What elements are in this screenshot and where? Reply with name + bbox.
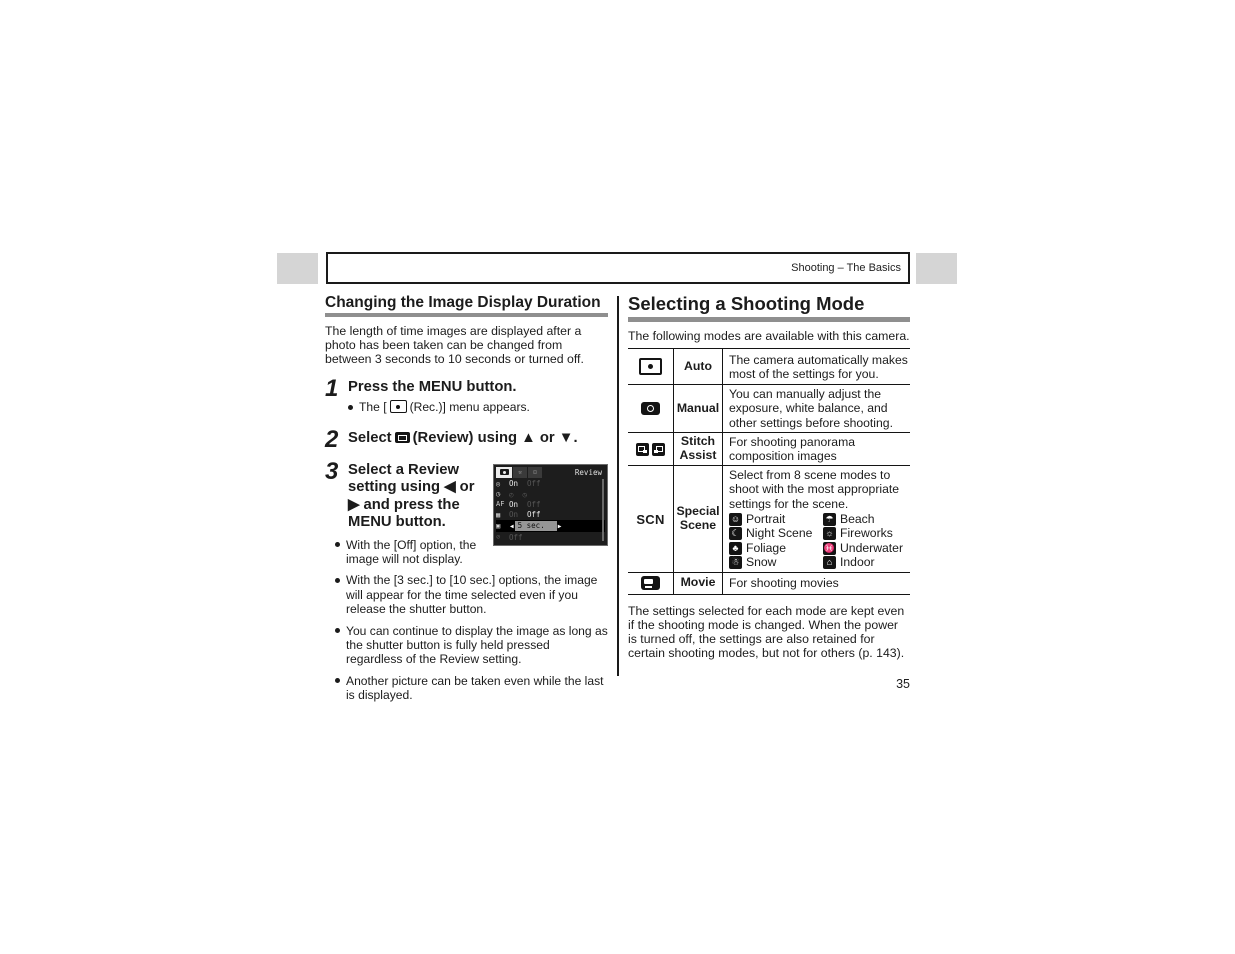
column-divider [617,296,619,676]
self-timer-icon: ◷ [496,490,501,499]
mode-name: Stitch Assist [673,433,723,465]
scn-label: SCN [636,511,665,527]
bullet-dot [335,628,340,633]
bullet-item: Another picture can be taken even while the last is displayed. [325,674,608,703]
portrait-icon: ☺ [730,513,741,524]
header-chapter-label: Shooting – The Basics [791,262,901,274]
manual-mode-icon [641,402,660,415]
table-row-special-scene [628,466,910,573]
bullet-dot [335,542,340,547]
right-intro-paragraph: The following modes are available with this camera. [628,329,910,343]
bullet-dot [335,578,340,583]
lcd-menu-title: Review [574,467,602,477]
scene-item-portrait: ☺ Portrait [730,511,786,526]
shooting-mode-table [628,348,910,595]
right-arrow-icon: ▶ [557,522,562,530]
movie-mode-icon-cell [628,573,673,594]
bullet-dot [335,678,340,683]
lcd-scrollbar [602,479,604,541]
scene-item-night-scene: ☾ Night Scene [729,526,823,541]
mode-name: Auto [673,349,723,384]
mode-name: Movie [673,573,723,594]
scene-item-indoor: ⌂ Indoor [823,555,910,570]
digital-zoom-icon: ▦ [496,510,501,519]
step-3-number: 3 [325,457,338,485]
stitch-assist-right-icon [652,443,665,456]
review-icon: ▣ [496,522,501,531]
manual-mode-icon-cell [628,385,673,432]
scene-item-underwater: ♓ Underwater [823,540,903,555]
step-2-number: 2 [325,425,338,453]
foliage-icon: ♣ [729,542,742,555]
mode-name: Special Scene [673,466,723,572]
movie-mode-icon [641,576,660,590]
step-2-title: Select (Review) using ▲ or ▼. [348,429,578,446]
section-title-left: Changing the Image Display Duration [325,294,601,311]
rec-tab [496,467,512,478]
step-1-title: Press the MENU button. [348,378,517,395]
setup-tab: ⚒ [513,467,527,478]
review-value: 5 sec. [515,521,557,531]
step-3-title: Select a Review setting using ◀ or ▶ and press the MENU button. [348,461,475,531]
step-1-bullet [348,400,530,414]
table-row-stitch-assist [628,433,910,466]
scene-item-fireworks: ☼ Fireworks [823,526,910,541]
night-scene-icon: ☾ [729,527,742,540]
menu-row-red-eye: ◎ On Off [496,479,541,489]
mode-description: For shooting movies [729,576,839,591]
table-row-auto [628,349,910,385]
review-menu-icon [395,432,410,443]
snow-icon: ☃ [729,556,742,569]
mode-description: The camera automatically makes most of the settings for you. [729,352,908,381]
menu-row-custom: ⊘ Off [496,532,523,542]
mode-description: For shooting panorama composition images [729,434,856,464]
header-gray-block-right [916,253,957,284]
indoor-icon: ⌂ [823,556,836,569]
scene-item-snow: ☃ Snow [729,555,823,570]
camera-icon [500,469,509,475]
beach-icon: ☂ [823,513,836,526]
af-mode-icon: AF [496,500,505,509]
right-column [628,294,910,691]
mode-description: You can manually adjust the exposure, white balance, and other settings before shooting. [729,387,893,430]
stitch-assist-icon-cell [628,433,673,465]
step-1 [325,374,608,415]
title-underline-right [628,317,910,322]
scn-icon-cell [628,466,673,572]
scene-item-foliage: ♣ Foliage [729,541,823,556]
step-2 [325,425,608,453]
menu-row-self-timer: ◷ ◴ ◷ [496,489,528,499]
underwater-icon: ♓ [823,542,836,553]
camera-lcd-screenshot [493,464,608,546]
left-arrow-icon: ◀ [510,522,514,530]
header-box [326,252,910,284]
scene-list [729,512,910,570]
auto-mode-icon [639,358,662,375]
table-row-manual [628,385,910,433]
bullet-item: With the [3 sec.] to [10 sec.] options, the image will appear for the time selected even if you release the shutter button. [325,573,608,616]
menu-row-digital-zoom: ▦ On Off [496,510,541,520]
bullet-item: With the [Off] option, the image will not display. [325,538,608,567]
print-tab: ⊡ [528,467,542,478]
custom-setting-icon: ⊘ [496,533,501,542]
bullet-item: You can continue to display the image as long as the shutter button is fully held pressed regardless of the Review setting. [325,624,608,667]
fireworks-icon: ☼ [823,527,836,540]
auto-mode-icon-cell [628,349,673,384]
lcd-tab-bar [496,467,605,478]
rec-mode-icon [390,400,407,413]
stitch-assist-left-icon [636,443,649,456]
menu-row-review-selected [496,520,605,532]
lcd-menu-rows [496,479,605,543]
step-1-bullet-text: The [ (Rec.)] menu appears. [359,400,530,415]
mode-name: Manual [673,385,723,432]
header-gray-block-left [277,253,318,284]
scene-column-left [729,512,823,570]
mode-description: Select from 8 scene modes to shoot with the most appropriate settings for the scene. ☺ Portrait ☾ Night Scene ♣ Foliage ☃ Snow ☂ Beach ☼ Fireworks ♓ Underwater ⌂ Indoor [723,466,910,572]
scene-item-beach: ☂ Beach [823,512,910,527]
step-1-number: 1 [325,374,338,402]
title-underline-left [325,313,608,317]
step-3-block [325,457,608,542]
section-title-right: Selecting a Shooting Mode [628,293,865,314]
left-intro-paragraph: The length of time images are displayed after a photo has been taken can be changed from between 3 seconds to 10 seconds or turned off. [325,324,584,367]
settings-note-paragraph: The settings selected for each mode are kept even if the shooting mode is changed. When the power is turned off, the settings are also retained for certain shooting modes, but not for others (p. 143). [628,603,905,661]
table-row-movie [628,573,910,595]
page-number: 35 [896,676,910,691]
red-eye-icon: ◎ [496,479,501,488]
bullet-dot [348,405,353,410]
left-column [325,294,608,703]
scene-column-right [823,512,910,570]
menu-row-af-mode: AF On Off [496,499,541,509]
